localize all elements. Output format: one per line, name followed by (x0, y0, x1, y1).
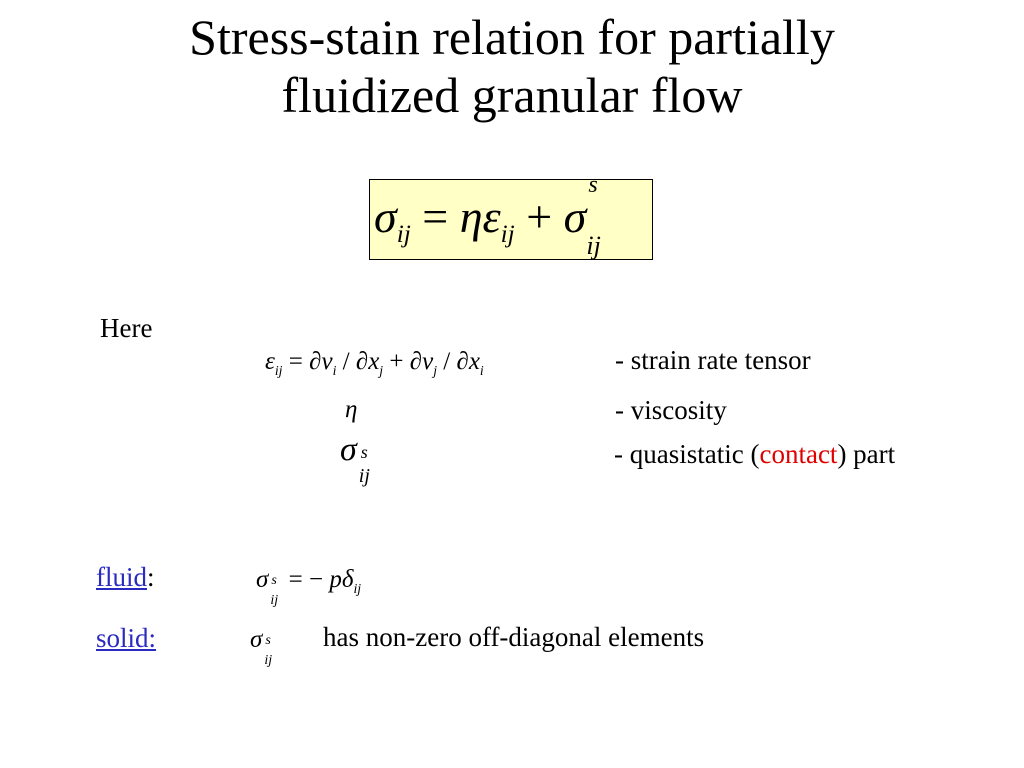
title-line-2: fluidized granular flow (281, 67, 743, 123)
strain-rate-desc: - strain rate tensor (615, 345, 811, 375)
solid-link[interactable]: solid: (96, 623, 157, 653)
main-equation: $\sigma_{ij} = \eta\varepsilon_{ij} + \sigma$ $_{ij}$ (374, 191, 601, 261)
viscosity-desc: - viscosity (615, 395, 727, 425)
title-line-1: Stress-stain relation for partially (189, 9, 835, 65)
contact-highlight: contact (759, 439, 838, 469)
fluid-link[interactable]: fluid (96, 562, 147, 592)
solid-desc: has non-zero off-diagonal elements (323, 622, 705, 652)
fluid-equation: σ s ij = − $p\delta_{ij}$ (256, 566, 362, 608)
sigma-s-symbol: σ s ij (340, 431, 370, 487)
solid-sigma-symbol: σ s ij (250, 626, 273, 668)
slide-title (0, 8, 1024, 124)
quasistatic-desc (614, 438, 895, 470)
here-label: Here (100, 313, 153, 343)
quasistatic-prefix: - quasistatic ( (614, 439, 760, 469)
fluid-colon: : (147, 562, 155, 592)
eta-symbol: η (345, 396, 358, 423)
fluid-row-label (96, 561, 155, 593)
quasistatic-suffix: ) part (837, 439, 896, 469)
strain-rate-equation: $\varepsilon_{ij} = \partial v_i / \partial x_j + \partial v_j / \partial x_i$ (265, 348, 484, 378)
